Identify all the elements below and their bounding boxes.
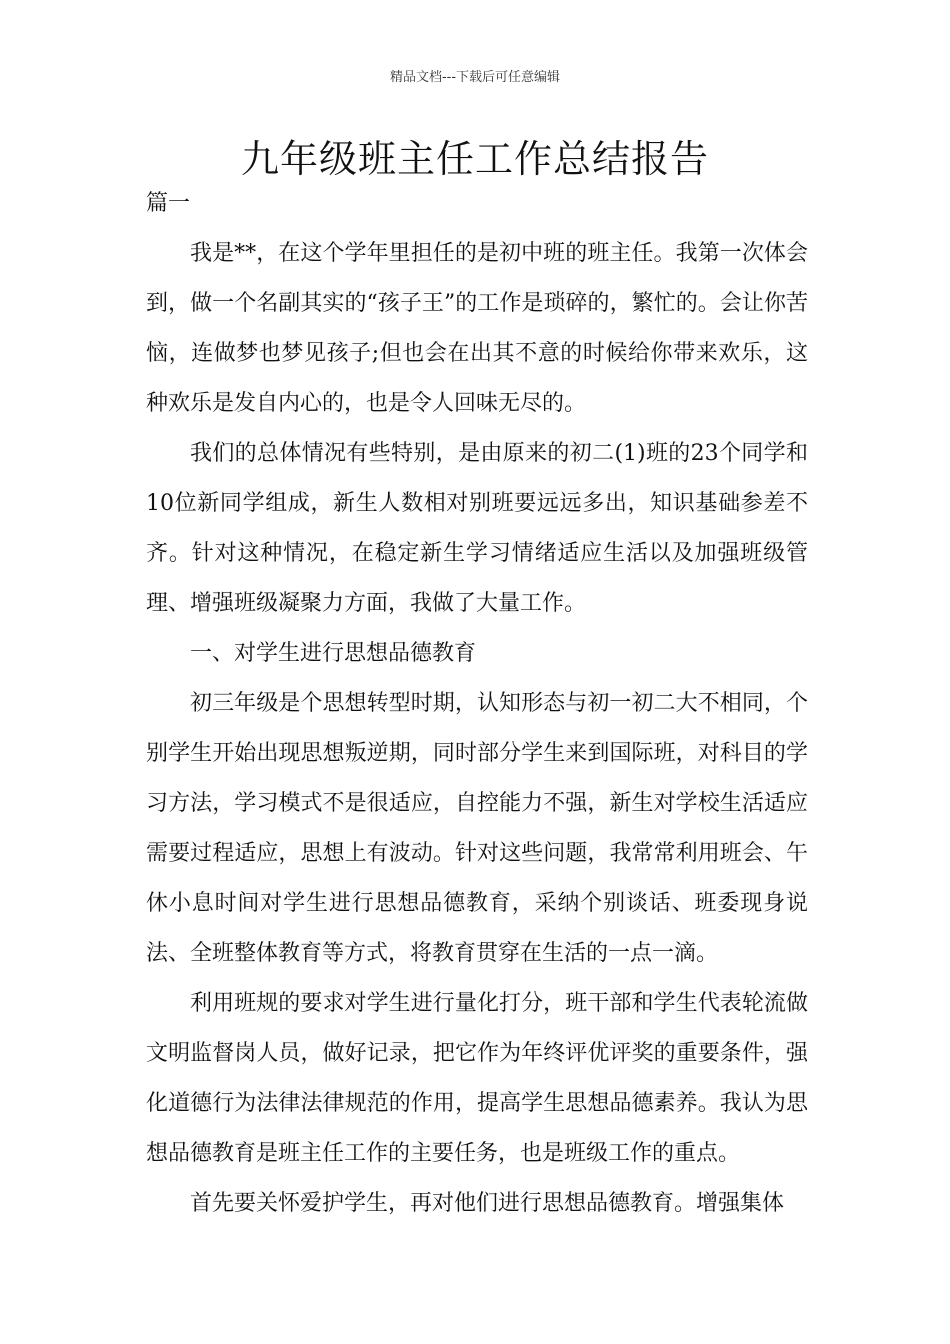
- paragraph: 利用班规的要求对学生进行量化打分，班干部和学生代表轮流做文明监督岗人员，做好记录，把它作为年终评优评奖的重要条件，强化道德行为法律法律规范的作用，提高学生思想品德素养。我认为思想品德教育是班主任工作的主要任务，也是班级工作的重点。: [146, 991, 808, 1166]
- paragraph: 初三年级是个思想转型时期，认知形态与初一初二大不相同，个别学生开始出现思想叛逆期，同时部分学生来到国际班，对科目的学习方法，学习模式不是很适应，自控能力不强，新生对学校生活适应需要过程适应，思想上有波动。针对这些问题，我常常利用班会、午休小息时间对学生进行思想品德教育，采纳个别谈话、班委现身说法、全班整体教育等方式，将教育贯穿在生活的一点一滴。: [146, 691, 808, 966]
- body-text: [146, 229, 808, 1229]
- section-heading: 一、对学生进行思想品德教育: [190, 641, 477, 666]
- paragraph: 首先要关怀爱护学生，再对他们进行思想品德教育。增强集体: [190, 1191, 785, 1216]
- section-label: 篇一: [146, 191, 191, 216]
- document-title: 九年级班主任工作总结报告: [240, 137, 709, 181]
- header-note: 精品文档---下载后可任意编辑: [389, 70, 561, 85]
- paragraph: 我是**，在这个学年里担任的是初中班的班主任。我第一次体会到，做一个名副其实的“孩子王”的工作是琐碎的，繁忙的。会让你苦恼，连做梦也梦见孩子;但也会在出其不意的时候给你带来欢乐，这种欢乐是发自内心的，也是令人回味无尽的。: [146, 241, 808, 416]
- paragraph: 我们的总体情况有些特别，是由原来的初二(1)班的23个同学和10位新同学组成，新生人数相对别班要远远多出，知识基础参差不齐。针对这种情况，在稳定新生学习情绪适应生活以及加强班级管理、增强班级凝聚力方面，我做了大量工作。: [146, 441, 808, 616]
